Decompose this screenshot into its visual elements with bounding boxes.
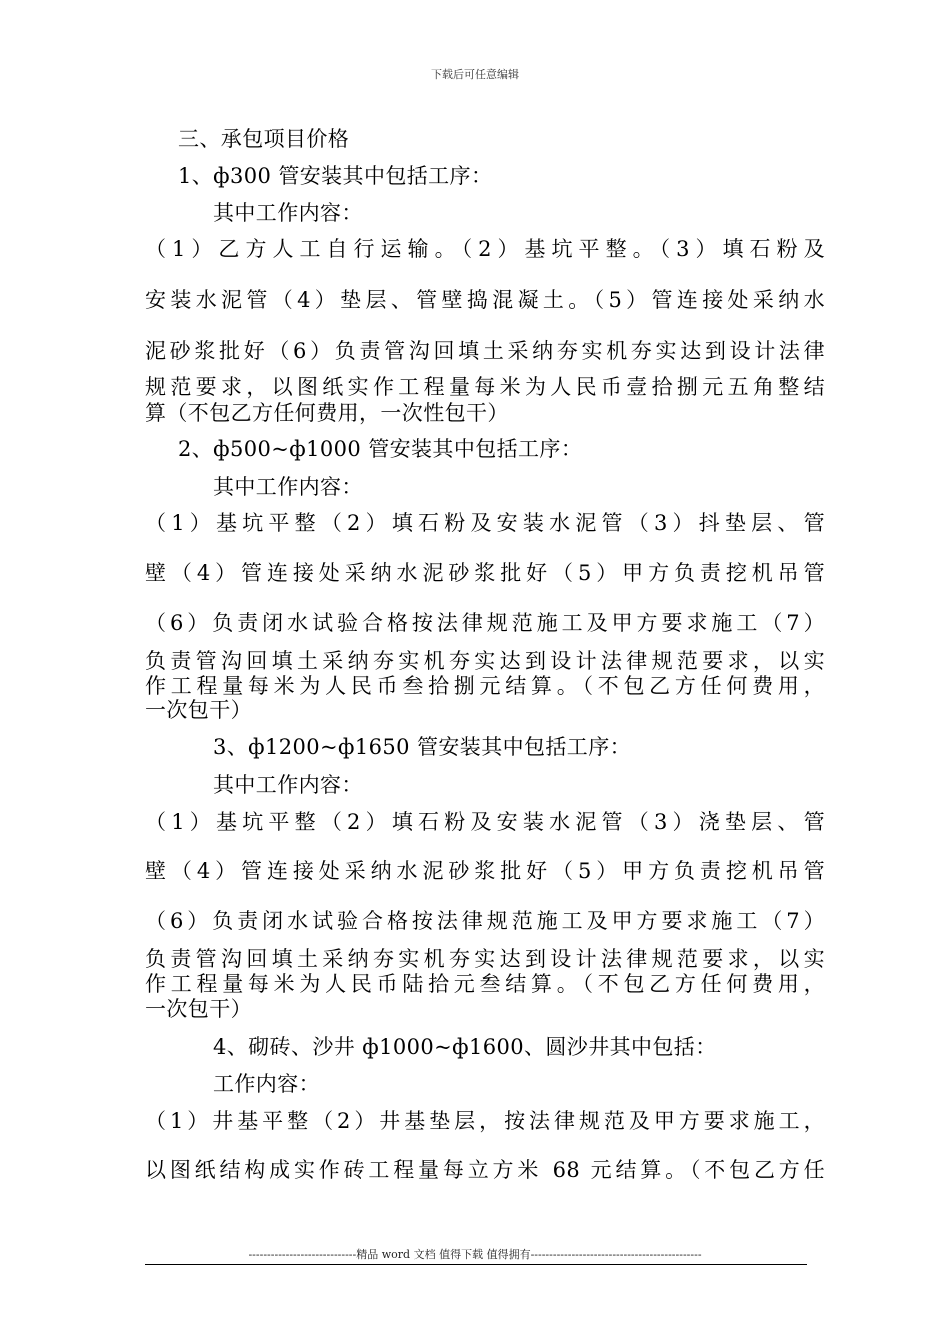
page-footer: -----------------------------精品 word 文档 值得下载 值得拥有---------------------------------------------- [248,1248,702,1261]
item-2-line-4: 负责管沟回填土采纳夯实机夯实达到设计法律规范要求，以实 [145,649,825,673]
item-3-line-1: （1）基坑平整（2）填石粉及安装水泥管（3）浇垫层、管 [145,810,825,834]
item-1-line-5: 算（不包乙方任何费用，一次性包干） [145,401,509,425]
item-4-content-label: 工作内容： [213,1072,320,1096]
item-4-heading: 4、砌砖、沙井 ф1000~ф1600、圆沙井其中包括： [213,1035,717,1059]
item-1-line-4: 规范要求，以图纸实作工程量每米为人民币壹拾捌元五角整结 [145,375,825,399]
item-2-content-label: 其中工作内容： [213,475,363,499]
item-3-heading: 3、ф1200~ф1650 管安装其中包括工序： [213,735,631,759]
item-4-line-1: （1）井基平整（2）井基垫层，按法律规范及甲方要求施工， [145,1109,825,1133]
item-3-line-4: 负责管沟回填土采纳夯实机夯实达到设计法律规范要求，以实 [145,947,825,971]
item-3-line-5: 作工程量每米为人民币陆拾元叁结算。（不包乙方任何费用， [145,972,825,996]
item-3-content-label: 其中工作内容： [213,773,363,797]
item-1-line-1: （1）乙方人工自行运输。（2）基坑平整。（3）填石粉及 [145,237,825,261]
item-1-line-2: 安装水泥管（4）垫层、管壁捣混凝土。（5）管连接处采纳水 [145,288,825,312]
page-header: 下载后可任意编辑 [431,68,519,81]
item-2-line-2: 壁（4）管连接处采纳水泥砂浆批好（5）甲方负责挖机吊管 [145,561,825,585]
item-2-line-5: 作工程量每米为人民币叁拾捌元结算。（不包乙方任何费用， [145,674,825,698]
item-3-line-2: 壁（4）管连接处采纳水泥砂浆批好（5）甲方负责挖机吊管 [145,859,825,883]
footer-divider [145,1264,807,1265]
item-1-content-label: 其中工作内容： [213,201,363,225]
item-1-line-3: 泥砂浆批好（6）负责管沟回填土采纳夯实机夯实达到设计法律 [145,339,825,363]
item-2-line-1: （1）基坑平整（2）填石粉及安装水泥管（3）抖垫层、管 [145,511,825,535]
item-2-heading: 2、ф500~ф1000 管安装其中包括工序： [178,437,583,461]
section-title: 三、承包项目价格 [178,127,350,151]
item-2-line-3: （6）负责闭水试验合格按法律规范施工及甲方要求施工（7） [145,611,825,635]
item-1-heading: 1、ф300 管安装其中包括工序： [178,164,493,188]
item-4-line-2: 以图纸结构成实作砖工程量每立方米 68 元结算。（不包乙方任 [145,1158,825,1182]
item-3-line-3: （6）负责闭水试验合格按法律规范施工及甲方要求施工（7） [145,909,825,933]
item-3-line-6: 一次包干） [145,997,252,1021]
item-2-line-6: 一次包干） [145,698,252,722]
